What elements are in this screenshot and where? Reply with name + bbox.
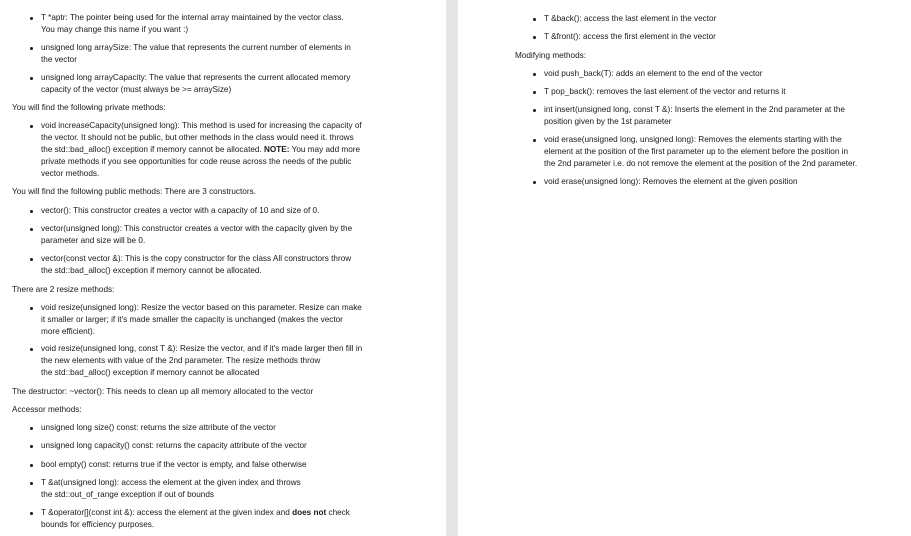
bullet-line: vector methods. xyxy=(41,169,100,178)
bullet-line: void resize(unsigned long): Resize the vector based on this parameter. Resize can make xyxy=(41,303,362,312)
bullet-line: vector(): This constructor creates a vector with a capacity of 10 and size of 0. xyxy=(41,206,320,215)
bullet-line: the std::bad_alloc() exception if memory cannot be allocated xyxy=(41,368,260,377)
bullet-line: vector(const vector &): This is the copy constructor for the class All constructors throw xyxy=(41,254,352,263)
bullet-line: element at the position of the first parameter up to the element before the position in xyxy=(544,147,849,156)
bullet-line: int insert(unsigned long, const T &): Inserts the element in the 2nd parameter at the xyxy=(544,105,845,114)
bullet-line: parameter and size will be 0. xyxy=(41,236,146,245)
bullet-line: void push_back(T): adds an element to the end of the vector xyxy=(544,69,763,78)
emphasis-text: does not xyxy=(292,508,327,517)
bullet-line: unsigned long arrayCapacity: The value that represents the current allocated memory xyxy=(41,73,351,82)
bullet-line: bounds for efficiency purposes. xyxy=(41,520,155,529)
bullet-line: You may change this name if you want :) xyxy=(41,25,189,34)
bullet-line: the 2nd parameter i.e. do not remove the element at the position of the 2nd parameter. xyxy=(544,159,858,168)
section-heading: You will find the following private methods: xyxy=(12,103,166,112)
section-heading: You will find the following public methods: There are 3 constructors. xyxy=(12,187,256,196)
bullet-line: the vector xyxy=(41,55,77,64)
bullet-line: private methods if you see opportunities for code reuse across the needs of the public xyxy=(41,157,352,166)
section-heading: There are 2 resize methods: xyxy=(12,285,115,294)
bullet-line: unsigned long capacity() const: returns the capacity attribute of the vector xyxy=(41,441,307,450)
bullet-line: T pop_back(): removes the last element of the vector and returns it xyxy=(544,87,786,96)
bullet-line: the std::bad_alloc() exception if memory cannot be allocated. NOTE: You may add more xyxy=(41,145,361,154)
bullet-line: void erase(unsigned long, unsigned long): Removes the elements starting with the xyxy=(544,135,842,144)
bullet-line: void erase(unsigned long): Removes the element at the given position xyxy=(544,177,798,186)
bullet-line: more efficient). xyxy=(41,327,95,336)
bullet-line: position given by the 1st parameter xyxy=(544,117,672,126)
right-page xyxy=(458,0,911,536)
bullet-line: unsigned long size() const: returns the size attribute of the vector xyxy=(41,423,276,432)
bullet-line: the vector. It should not be public, but other methods in the class would need it. throws xyxy=(41,133,354,142)
bullet-line: the new elements with value of the 2nd parameter. The resize methods throw xyxy=(41,356,321,365)
section-heading: Accessor methods: xyxy=(12,405,82,414)
section-heading: Modifying methods: xyxy=(515,51,586,60)
bullet-line: T &operator[](const int &): access the element at the given index and does not check xyxy=(41,508,350,517)
bullet-line: the std::bad_alloc() exception if memory cannot be allocated. xyxy=(41,266,262,275)
bullet-line: vector(unsigned long): This constructor creates a vector with the capacity given by the xyxy=(41,224,353,233)
bullet-line: unsigned long arraySize: The value that represents the current number of elements in xyxy=(41,43,351,52)
note-label: NOTE: xyxy=(264,145,290,154)
bullet-line: T &front(): access the first element in the vector xyxy=(544,32,716,41)
bullet-line: the std::out_of_range exception if out of bounds xyxy=(41,490,214,499)
bullet-line: T &at(unsigned long): access the element at the given index and throws xyxy=(41,478,301,487)
bullet-line: T &back(): access the last element in the vector xyxy=(544,14,717,23)
left-page xyxy=(0,0,446,536)
bullet-line: void increaseCapacity(unsigned long): This method is used for increasing the capacity of xyxy=(41,121,362,130)
bullet-line: it smaller or larger; if it's made smaller the capacity is unchanged (makes the vector xyxy=(41,315,343,324)
destructor-line: The destructor: ~vector(): This needs to clean up all memory allocated to the vector xyxy=(12,387,314,396)
bullet-line: bool empty() const: returns true if the vector is empty, and false otherwise xyxy=(41,460,307,469)
bullet-line: void resize(unsigned long, const T &): Resize the vector, and if it's made larger then fill in xyxy=(41,344,363,353)
bullet-line: T *aptr: The pointer being used for the internal array maintained by the vector class. xyxy=(41,13,344,22)
bullet-line: capacity of the vector (must always be >= arraySize) xyxy=(41,85,232,94)
